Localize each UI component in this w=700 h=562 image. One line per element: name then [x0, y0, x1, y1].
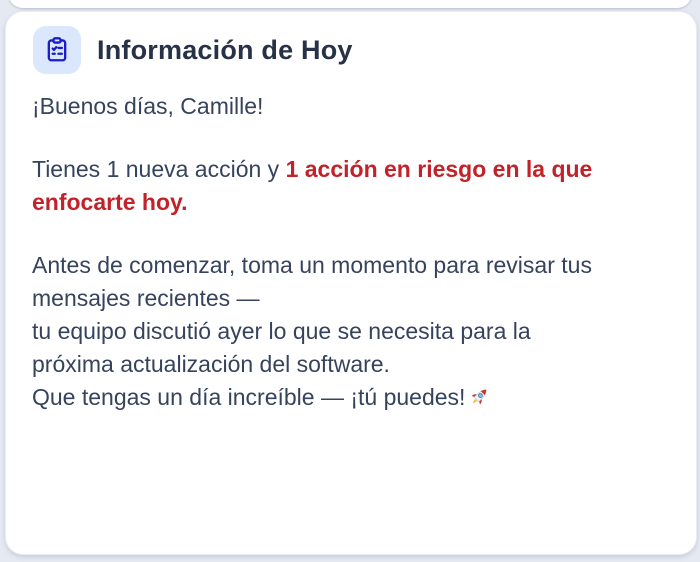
message-body: [6, 74, 696, 414]
message-line: [32, 186, 668, 219]
message-text: ¡Buenos días, Camille!: [32, 93, 264, 119]
message-text: Tienes 1 nueva acción y: [32, 156, 286, 182]
alert-text: 1 acción en riesgo en la que: [285, 156, 593, 182]
message-line: [32, 90, 668, 123]
message-text: tu equipo discutió ayer lo que se necesita para la: [32, 318, 531, 344]
message-text: próxima actualización del software.: [32, 351, 390, 377]
clipboard-list-icon: [43, 36, 71, 64]
message-line: [32, 348, 668, 381]
alert-text: enfocarte hoy.: [32, 189, 188, 215]
rocket-emoji-icon: [467, 385, 491, 409]
card-header: [6, 12, 696, 74]
message-line: [32, 315, 668, 348]
card-title: Información de Hoy: [97, 34, 353, 65]
info-card: [5, 11, 697, 555]
message-text: mensajes recientes —: [32, 285, 260, 311]
message-line: [32, 219, 668, 249]
clipboard-icon-chip: [33, 26, 81, 74]
message-line: [32, 153, 668, 186]
message-text: Antes de comenzar, toma un momento para revisar tus: [32, 252, 592, 278]
message-text: Que tengas un día increíble — ¡tú puedes!: [32, 384, 466, 410]
message-line: [32, 123, 668, 153]
message-line: [32, 249, 668, 282]
previous-card-bottom-edge: [8, 0, 692, 8]
message-line: [32, 282, 668, 315]
message-line: [32, 381, 668, 414]
